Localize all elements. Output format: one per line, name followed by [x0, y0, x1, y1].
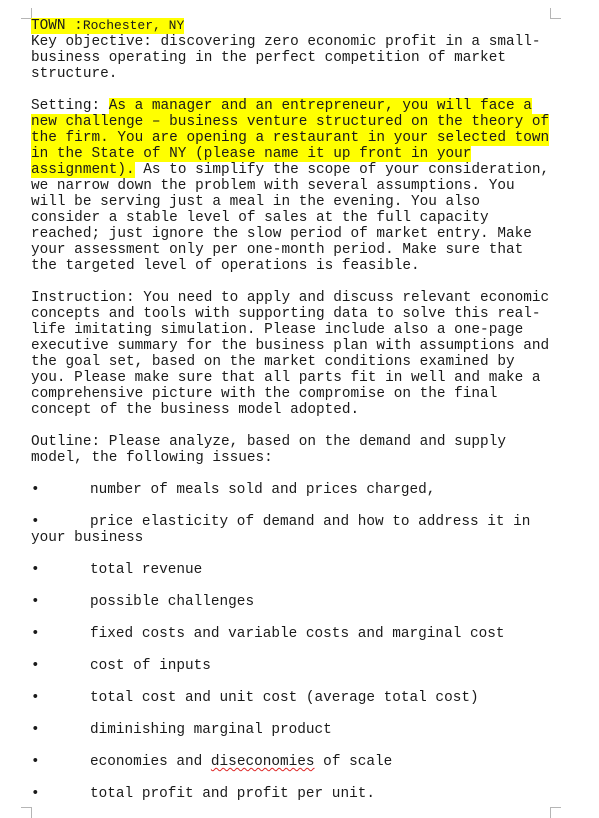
setting-rest-text: As to simplify the scope of your consideration, we narrow down the problem with several assumptions. You will be serving just a meal in the evening. You also consider a stable level of sales at the full capacity reached; just ignore the slow period of market entry. Make your assessment only per one-month period. Make sure that the targeted level of operations is feasible. [31, 162, 550, 274]
list-item: • cost of inputs [31, 658, 211, 674]
bullet-mark: • [31, 626, 40, 642]
document-body[interactable] [31, 18, 551, 802]
page-corner-mark [21, 807, 32, 818]
list-item: • fixed costs and variable costs and marginal cost [31, 626, 505, 642]
list-item: • total profit and profit per unit. [31, 786, 375, 802]
town-label: TOWN : [31, 18, 83, 34]
bullet-mark: • [31, 786, 40, 802]
spellcheck-flagged-word[interactable]: diseconomies [210, 754, 315, 770]
list-item: • total cost and unit cost (average total cost) [31, 690, 479, 706]
setting-label: Setting: [31, 98, 109, 114]
instruction-paragraph: Instruction: You need to apply and discuss relevant economic concepts and tools with supporting data to solve this real-life imitating simulation. Please include also a one-page executive summary for the business plan with assumptions and the goal set, based on the market conditions examined by you. Please make sure that all parts fit in well and make a comprehensive picture with the compromise on the final concept of the business model adopted. [31, 290, 550, 418]
bullet-mark: • [31, 594, 40, 610]
bullet-mark: • [31, 658, 40, 674]
list-item: • number of meals sold and prices charged, [31, 482, 436, 498]
bullet-mark: • [31, 722, 40, 738]
list-item: • price elasticity of demand and how to address it in your business [31, 514, 531, 546]
list-item: • total revenue [31, 562, 203, 578]
setting-highlighted-text: As a manager and an entrepreneur, you will face a new challenge – business venture structured on the theory of the firm. You are opening a restaurant in your selected town in the State of NY (please name it up front in your assignment). [31, 98, 550, 178]
bullet-mark: • [31, 754, 40, 770]
list-item: • diminishing marginal product [31, 722, 332, 738]
bullet-mark: • [31, 562, 40, 578]
page-corner-mark [550, 8, 561, 19]
bullet-mark: • [31, 514, 40, 530]
outline-paragraph: Outline: Please analyze, based on the demand and supply model, the following issues: [31, 434, 506, 466]
list-item: • economies and diseconomies of scale [31, 754, 393, 770]
bullet-mark: • [31, 690, 40, 706]
setting-paragraph [31, 98, 551, 274]
list-item: • possible challenges [31, 594, 255, 610]
town-value: Rochester, NY [82, 18, 185, 33]
key-objective-paragraph: Key objective: discovering zero economic profit in a small-business operating in the perfect competition of market structure. [31, 34, 541, 82]
town-line [31, 18, 551, 34]
page-corner-mark [550, 807, 561, 818]
bullet-mark: • [31, 482, 40, 498]
